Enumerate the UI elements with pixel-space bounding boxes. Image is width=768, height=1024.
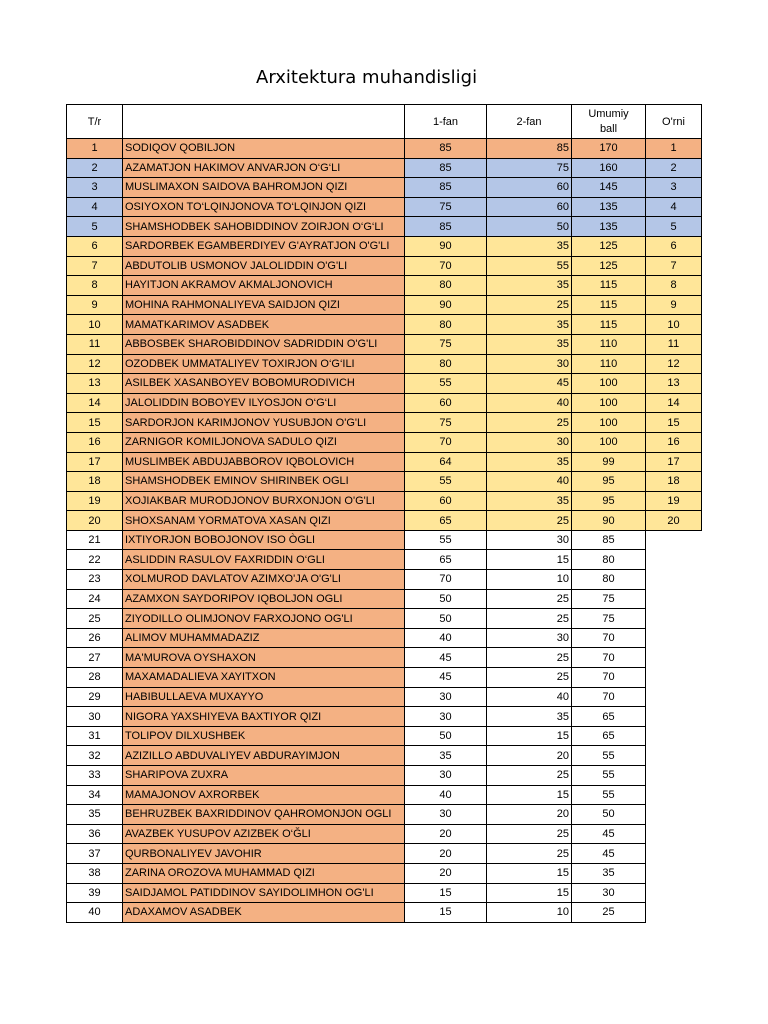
- row-name: ZARINA OROZOVA MUHAMMAD QIZI: [123, 863, 405, 883]
- row-name: HAYITJON AKRAMOV AKMALJONOVICH: [123, 276, 405, 296]
- row-rank: [646, 570, 702, 590]
- row-name: JALOLIDDIN BOBOYEV ILYOSJON O‘G‘LI: [123, 393, 405, 413]
- row-num: 23: [67, 570, 123, 590]
- row-rank: 8: [646, 276, 702, 296]
- row-score-1: 30: [405, 707, 487, 727]
- row-total: 70: [572, 668, 646, 688]
- row-score-1: 65: [405, 511, 487, 531]
- row-num: 37: [67, 844, 123, 864]
- row-num: 15: [67, 413, 123, 433]
- row-rank: 10: [646, 315, 702, 335]
- row-name: MAMATKARIMOV ASADBEK: [123, 315, 405, 335]
- row-num: 25: [67, 609, 123, 629]
- row-rank: [646, 648, 702, 668]
- row-total: 50: [572, 805, 646, 825]
- row-score-1: 20: [405, 844, 487, 864]
- row-total: 45: [572, 844, 646, 864]
- row-score-1: 70: [405, 432, 487, 452]
- row-num: 5: [67, 217, 123, 237]
- row-score-2: 35: [487, 334, 572, 354]
- header-f2: 2-fan: [487, 105, 572, 139]
- row-score-2: 25: [487, 668, 572, 688]
- row-score-1: 75: [405, 334, 487, 354]
- row-score-2: 15: [487, 863, 572, 883]
- row-score-2: 15: [487, 883, 572, 903]
- row-score-1: 64: [405, 452, 487, 472]
- row-name: NIGORA YAXSHIYEVA BAXTIYOR QIZI: [123, 707, 405, 727]
- row-total: 125: [572, 256, 646, 276]
- row-score-2: 40: [487, 472, 572, 492]
- row-name: TOLIPOV DILXUSHBEK: [123, 726, 405, 746]
- row-rank: 20: [646, 511, 702, 531]
- row-score-1: 30: [405, 687, 487, 707]
- row-name: SHAMSHODBEK EMINOV SHIRINBEK OGLI: [123, 472, 405, 492]
- table-row: [67, 178, 702, 198]
- row-total: 45: [572, 824, 646, 844]
- row-rank: 1: [646, 139, 702, 159]
- row-name: MAMAJONOV AXRORBEK: [123, 785, 405, 805]
- row-score-1: 55: [405, 530, 487, 550]
- row-rank: [646, 746, 702, 766]
- row-score-1: 80: [405, 276, 487, 296]
- row-rank: [646, 824, 702, 844]
- row-score-2: 35: [487, 452, 572, 472]
- row-name: BEHRUZBEK BAXRIDDINOV QAHROMONJON OGLI: [123, 805, 405, 825]
- row-name: SARDORBEK EGAMBERDIYEV G'AYRATJON O'G'LI: [123, 236, 405, 256]
- row-num: 26: [67, 628, 123, 648]
- row-score-2: 30: [487, 530, 572, 550]
- row-total: 95: [572, 491, 646, 511]
- header-name: [123, 105, 405, 139]
- row-score-2: 25: [487, 766, 572, 786]
- row-score-1: 55: [405, 472, 487, 492]
- row-name: SAIDJAMOL PATIDDINOV SAYIDOLIMHON OG'LI: [123, 883, 405, 903]
- row-score-1: 20: [405, 863, 487, 883]
- row-total: 65: [572, 707, 646, 727]
- row-total: 100: [572, 432, 646, 452]
- row-num: 12: [67, 354, 123, 374]
- row-name: ABBOSBEK SHAROBIDDINOV SADRIDDIN O'G'LI: [123, 334, 405, 354]
- row-score-2: 30: [487, 354, 572, 374]
- table-row: [67, 766, 702, 786]
- row-score-2: 15: [487, 785, 572, 805]
- row-num: 10: [67, 315, 123, 335]
- row-rank: 6: [646, 236, 702, 256]
- row-score-2: 55: [487, 256, 572, 276]
- table-row: [67, 707, 702, 727]
- row-num: 20: [67, 511, 123, 531]
- row-num: 32: [67, 746, 123, 766]
- row-name: XOLMUROD DAVLATOV AZIMXO'JA O'G'LI: [123, 570, 405, 590]
- row-num: 17: [67, 452, 123, 472]
- row-rank: 13: [646, 374, 702, 394]
- row-name: SHARIPOVA ZUXRA: [123, 766, 405, 786]
- row-rank: 11: [646, 334, 702, 354]
- row-score-1: 85: [405, 178, 487, 198]
- row-rank: 2: [646, 158, 702, 178]
- row-total: 135: [572, 197, 646, 217]
- row-rank: 7: [646, 256, 702, 276]
- row-score-1: 50: [405, 589, 487, 609]
- row-num: 33: [67, 766, 123, 786]
- row-score-2: 85: [487, 139, 572, 159]
- row-score-2: 20: [487, 746, 572, 766]
- row-num: 18: [67, 472, 123, 492]
- row-total: 80: [572, 550, 646, 570]
- row-score-2: 30: [487, 432, 572, 452]
- table-row: [67, 393, 702, 413]
- table-row: [67, 315, 702, 335]
- row-num: 30: [67, 707, 123, 727]
- row-rank: 12: [646, 354, 702, 374]
- table-row: [67, 844, 702, 864]
- table-row: [67, 158, 702, 178]
- row-name: AZAMXON SAYDORIPOV IQBOLJON OGLI: [123, 589, 405, 609]
- row-num: 3: [67, 178, 123, 198]
- row-score-1: 85: [405, 139, 487, 159]
- table-row: [67, 432, 702, 452]
- row-rank: [646, 726, 702, 746]
- row-total: 85: [572, 530, 646, 550]
- row-num: 28: [67, 668, 123, 688]
- table-row: [67, 726, 702, 746]
- row-num: 29: [67, 687, 123, 707]
- row-total: 55: [572, 766, 646, 786]
- row-total: 115: [572, 276, 646, 296]
- row-score-1: 80: [405, 315, 487, 335]
- row-score-2: 45: [487, 374, 572, 394]
- row-num: 35: [67, 805, 123, 825]
- row-name: SHOXSANAM YORMATOVA XASAN QIZI: [123, 511, 405, 531]
- row-score-1: 75: [405, 197, 487, 217]
- table-row: [67, 413, 702, 433]
- row-rank: [646, 766, 702, 786]
- row-total: 135: [572, 217, 646, 237]
- header-total-line2: ball: [599, 122, 618, 135]
- row-name: HABIBULLAEVA MUXAYYO: [123, 687, 405, 707]
- row-total: 70: [572, 628, 646, 648]
- row-score-1: 55: [405, 374, 487, 394]
- row-num: 38: [67, 863, 123, 883]
- row-score-1: 40: [405, 628, 487, 648]
- row-score-1: 40: [405, 785, 487, 805]
- table-row: [67, 805, 702, 825]
- table-row: [67, 139, 702, 159]
- row-score-2: 10: [487, 570, 572, 590]
- row-total: 125: [572, 236, 646, 256]
- row-name: ZARNIGOR KOMILJONOVA SADULO QIZI: [123, 432, 405, 452]
- table-row: [67, 197, 702, 217]
- row-total: 30: [572, 883, 646, 903]
- row-num: 11: [67, 334, 123, 354]
- row-num: 21: [67, 530, 123, 550]
- row-name: OSIYOXON TO‘LQINJONOVA TO‘LQINJON QIZI: [123, 197, 405, 217]
- row-num: 2: [67, 158, 123, 178]
- row-rank: [646, 668, 702, 688]
- row-score-1: 65: [405, 550, 487, 570]
- row-score-2: 25: [487, 295, 572, 315]
- row-num: 27: [67, 648, 123, 668]
- row-total: 55: [572, 746, 646, 766]
- row-num: 6: [67, 236, 123, 256]
- row-score-2: 20: [487, 805, 572, 825]
- row-name: ASLIDDIN RASULOV FAXRIDDIN O‘GLI: [123, 550, 405, 570]
- row-total: 75: [572, 589, 646, 609]
- row-rank: [646, 903, 702, 923]
- row-rank: [646, 883, 702, 903]
- table-row: [67, 746, 702, 766]
- row-total: 90: [572, 511, 646, 531]
- row-score-2: 25: [487, 511, 572, 531]
- row-score-2: 15: [487, 550, 572, 570]
- row-rank: [646, 687, 702, 707]
- table-row: [67, 295, 702, 315]
- row-rank: 17: [646, 452, 702, 472]
- table-row: [67, 883, 702, 903]
- row-name: MA'MUROVA OYSHAXON: [123, 648, 405, 668]
- table-row: [67, 511, 702, 531]
- table-row: [67, 530, 702, 550]
- table-row: [67, 236, 702, 256]
- row-rank: [646, 805, 702, 825]
- row-num: 36: [67, 824, 123, 844]
- row-rank: 16: [646, 432, 702, 452]
- row-num: 40: [67, 903, 123, 923]
- row-name: XOJIAKBAR MURODJONOV BURXONJON O'G'LI: [123, 491, 405, 511]
- row-rank: [646, 609, 702, 629]
- row-score-1: 30: [405, 766, 487, 786]
- row-rank: 18: [646, 472, 702, 492]
- row-num: 31: [67, 726, 123, 746]
- table-row: [67, 491, 702, 511]
- row-score-1: 85: [405, 217, 487, 237]
- row-score-2: 25: [487, 844, 572, 864]
- header-row: [67, 105, 702, 139]
- row-rank: [646, 589, 702, 609]
- row-total: 35: [572, 863, 646, 883]
- header-f1: 1-fan: [405, 105, 487, 139]
- row-score-2: 50: [487, 217, 572, 237]
- row-name: OZODBEK UMMATALIYEV TOXIRJON O‘G‘ILI: [123, 354, 405, 374]
- row-name: MOHINA RAHMONALIYEVA SAIDJON QIZI: [123, 295, 405, 315]
- row-num: 34: [67, 785, 123, 805]
- table-row: [67, 452, 702, 472]
- row-name: ALIMOV MUHAMMADAZIZ: [123, 628, 405, 648]
- row-num: 19: [67, 491, 123, 511]
- table-row: [67, 609, 702, 629]
- table-row: [67, 374, 702, 394]
- row-rank: [646, 707, 702, 727]
- row-total: 170: [572, 139, 646, 159]
- row-num: 4: [67, 197, 123, 217]
- row-score-1: 50: [405, 609, 487, 629]
- row-score-2: 40: [487, 393, 572, 413]
- row-rank: [646, 550, 702, 570]
- row-num: 8: [67, 276, 123, 296]
- row-score-1: 80: [405, 354, 487, 374]
- header-rank: O'rni: [646, 105, 702, 139]
- header-num: T/r: [67, 105, 123, 139]
- row-name: SHAMSHODBEK SAHOBIDDINOV ZOIRJON O‘G‘LI: [123, 217, 405, 237]
- row-name: MUSLIMAXON SAIDOVA BAHROMJON QIZI: [123, 178, 405, 198]
- row-total: 100: [572, 413, 646, 433]
- table-row: [67, 648, 702, 668]
- row-total: 80: [572, 570, 646, 590]
- table-row: [67, 668, 702, 688]
- row-total: 95: [572, 472, 646, 492]
- table-row: [67, 687, 702, 707]
- row-total: 100: [572, 374, 646, 394]
- row-total: 115: [572, 295, 646, 315]
- header-total-line1: Umumiy: [588, 107, 629, 120]
- table-row: [67, 334, 702, 354]
- row-score-2: 35: [487, 236, 572, 256]
- row-score-1: 45: [405, 648, 487, 668]
- row-num: 16: [67, 432, 123, 452]
- row-score-1: 60: [405, 491, 487, 511]
- row-score-2: 35: [487, 707, 572, 727]
- row-num: 7: [67, 256, 123, 276]
- row-name: IXTIYORJON BOBOJONOV ISO ÒGLI: [123, 530, 405, 550]
- table-row: [67, 550, 702, 570]
- row-score-2: 15: [487, 726, 572, 746]
- table-row: [67, 628, 702, 648]
- row-score-2: 35: [487, 491, 572, 511]
- row-total: 75: [572, 609, 646, 629]
- table-row: [67, 472, 702, 492]
- row-num: 39: [67, 883, 123, 903]
- row-name: SODIQOV QOBILJON: [123, 139, 405, 159]
- row-total: 55: [572, 785, 646, 805]
- row-score-1: 30: [405, 805, 487, 825]
- row-name: ASILBEK XASANBOYEV BOBOMURODIVICH: [123, 374, 405, 394]
- row-total: 100: [572, 393, 646, 413]
- row-rank: 19: [646, 491, 702, 511]
- row-rank: 15: [646, 413, 702, 433]
- table-row: [67, 276, 702, 296]
- table-row: [67, 785, 702, 805]
- row-rank: [646, 628, 702, 648]
- row-score-2: 10: [487, 903, 572, 923]
- row-total: 160: [572, 158, 646, 178]
- table-row: [67, 589, 702, 609]
- row-score-1: 90: [405, 295, 487, 315]
- row-score-1: 90: [405, 236, 487, 256]
- row-name: AZAMATJON HAKIMOV ANVARJON O‘G‘LI: [123, 158, 405, 178]
- row-total: 70: [572, 687, 646, 707]
- row-score-2: 35: [487, 276, 572, 296]
- row-rank: [646, 863, 702, 883]
- row-name: ADAXAMOV ASADBEK: [123, 903, 405, 923]
- row-rank: 3: [646, 178, 702, 198]
- row-score-1: 85: [405, 158, 487, 178]
- results-table: [66, 104, 702, 923]
- row-score-2: 25: [487, 609, 572, 629]
- row-name: AVAZBEK YUSUPOV AZIZBEK O‘ĞLI: [123, 824, 405, 844]
- row-name: AZIZILLO ABDUVALIYEV ABDURAYIMJON: [123, 746, 405, 766]
- row-total: 25: [572, 903, 646, 923]
- row-total: 145: [572, 178, 646, 198]
- row-score-1: 50: [405, 726, 487, 746]
- page-title: Arxitektura muhandisligi: [256, 67, 478, 88]
- row-score-2: 40: [487, 687, 572, 707]
- row-num: 14: [67, 393, 123, 413]
- row-name: MAXAMADALIEVA XAYITXON: [123, 668, 405, 688]
- row-score-2: 25: [487, 824, 572, 844]
- row-rank: [646, 844, 702, 864]
- table-row: [67, 863, 702, 883]
- row-name: SARDORJON KARIMJONOV YUSUBJON O'G'LI: [123, 413, 405, 433]
- row-score-2: 25: [487, 413, 572, 433]
- row-score-2: 25: [487, 648, 572, 668]
- row-rank: [646, 785, 702, 805]
- table-row: [67, 903, 702, 923]
- table-row: [67, 217, 702, 237]
- row-score-1: 15: [405, 883, 487, 903]
- row-rank: 5: [646, 217, 702, 237]
- row-total: 99: [572, 452, 646, 472]
- row-total: 70: [572, 648, 646, 668]
- row-rank: 4: [646, 197, 702, 217]
- row-total: 65: [572, 726, 646, 746]
- row-rank: [646, 530, 702, 550]
- row-score-2: 75: [487, 158, 572, 178]
- row-num: 1: [67, 139, 123, 159]
- row-num: 22: [67, 550, 123, 570]
- row-score-1: 45: [405, 668, 487, 688]
- row-total: 115: [572, 315, 646, 335]
- row-num: 24: [67, 589, 123, 609]
- row-name: ZIYODILLO OLIMJONOV FARXOJONO OG'LI: [123, 609, 405, 629]
- row-name: MUSLIMBEK ABDUJABBOROV IQBOLOVICH: [123, 452, 405, 472]
- row-score-1: 75: [405, 413, 487, 433]
- row-score-1: 60: [405, 393, 487, 413]
- row-score-1: 70: [405, 256, 487, 276]
- row-name: QURBONALIYEV JAVOHIR: [123, 844, 405, 864]
- row-total: 110: [572, 334, 646, 354]
- row-score-2: 30: [487, 628, 572, 648]
- row-rank: 9: [646, 295, 702, 315]
- row-num: 9: [67, 295, 123, 315]
- row-score-1: 20: [405, 824, 487, 844]
- row-score-2: 35: [487, 315, 572, 335]
- header-total: [572, 105, 646, 139]
- row-rank: 14: [646, 393, 702, 413]
- row-score-2: 60: [487, 178, 572, 198]
- table-body: [67, 139, 702, 923]
- row-name: ABDUTOLIB USMONOV JALOLIDDIN O'G'LI: [123, 256, 405, 276]
- table-row: [67, 570, 702, 590]
- row-score-1: 70: [405, 570, 487, 590]
- row-score-1: 35: [405, 746, 487, 766]
- row-total: 110: [572, 354, 646, 374]
- row-score-2: 60: [487, 197, 572, 217]
- row-num: 13: [67, 374, 123, 394]
- table-row: [67, 256, 702, 276]
- table-row: [67, 824, 702, 844]
- row-score-1: 15: [405, 903, 487, 923]
- row-score-2: 25: [487, 589, 572, 609]
- table-row: [67, 354, 702, 374]
